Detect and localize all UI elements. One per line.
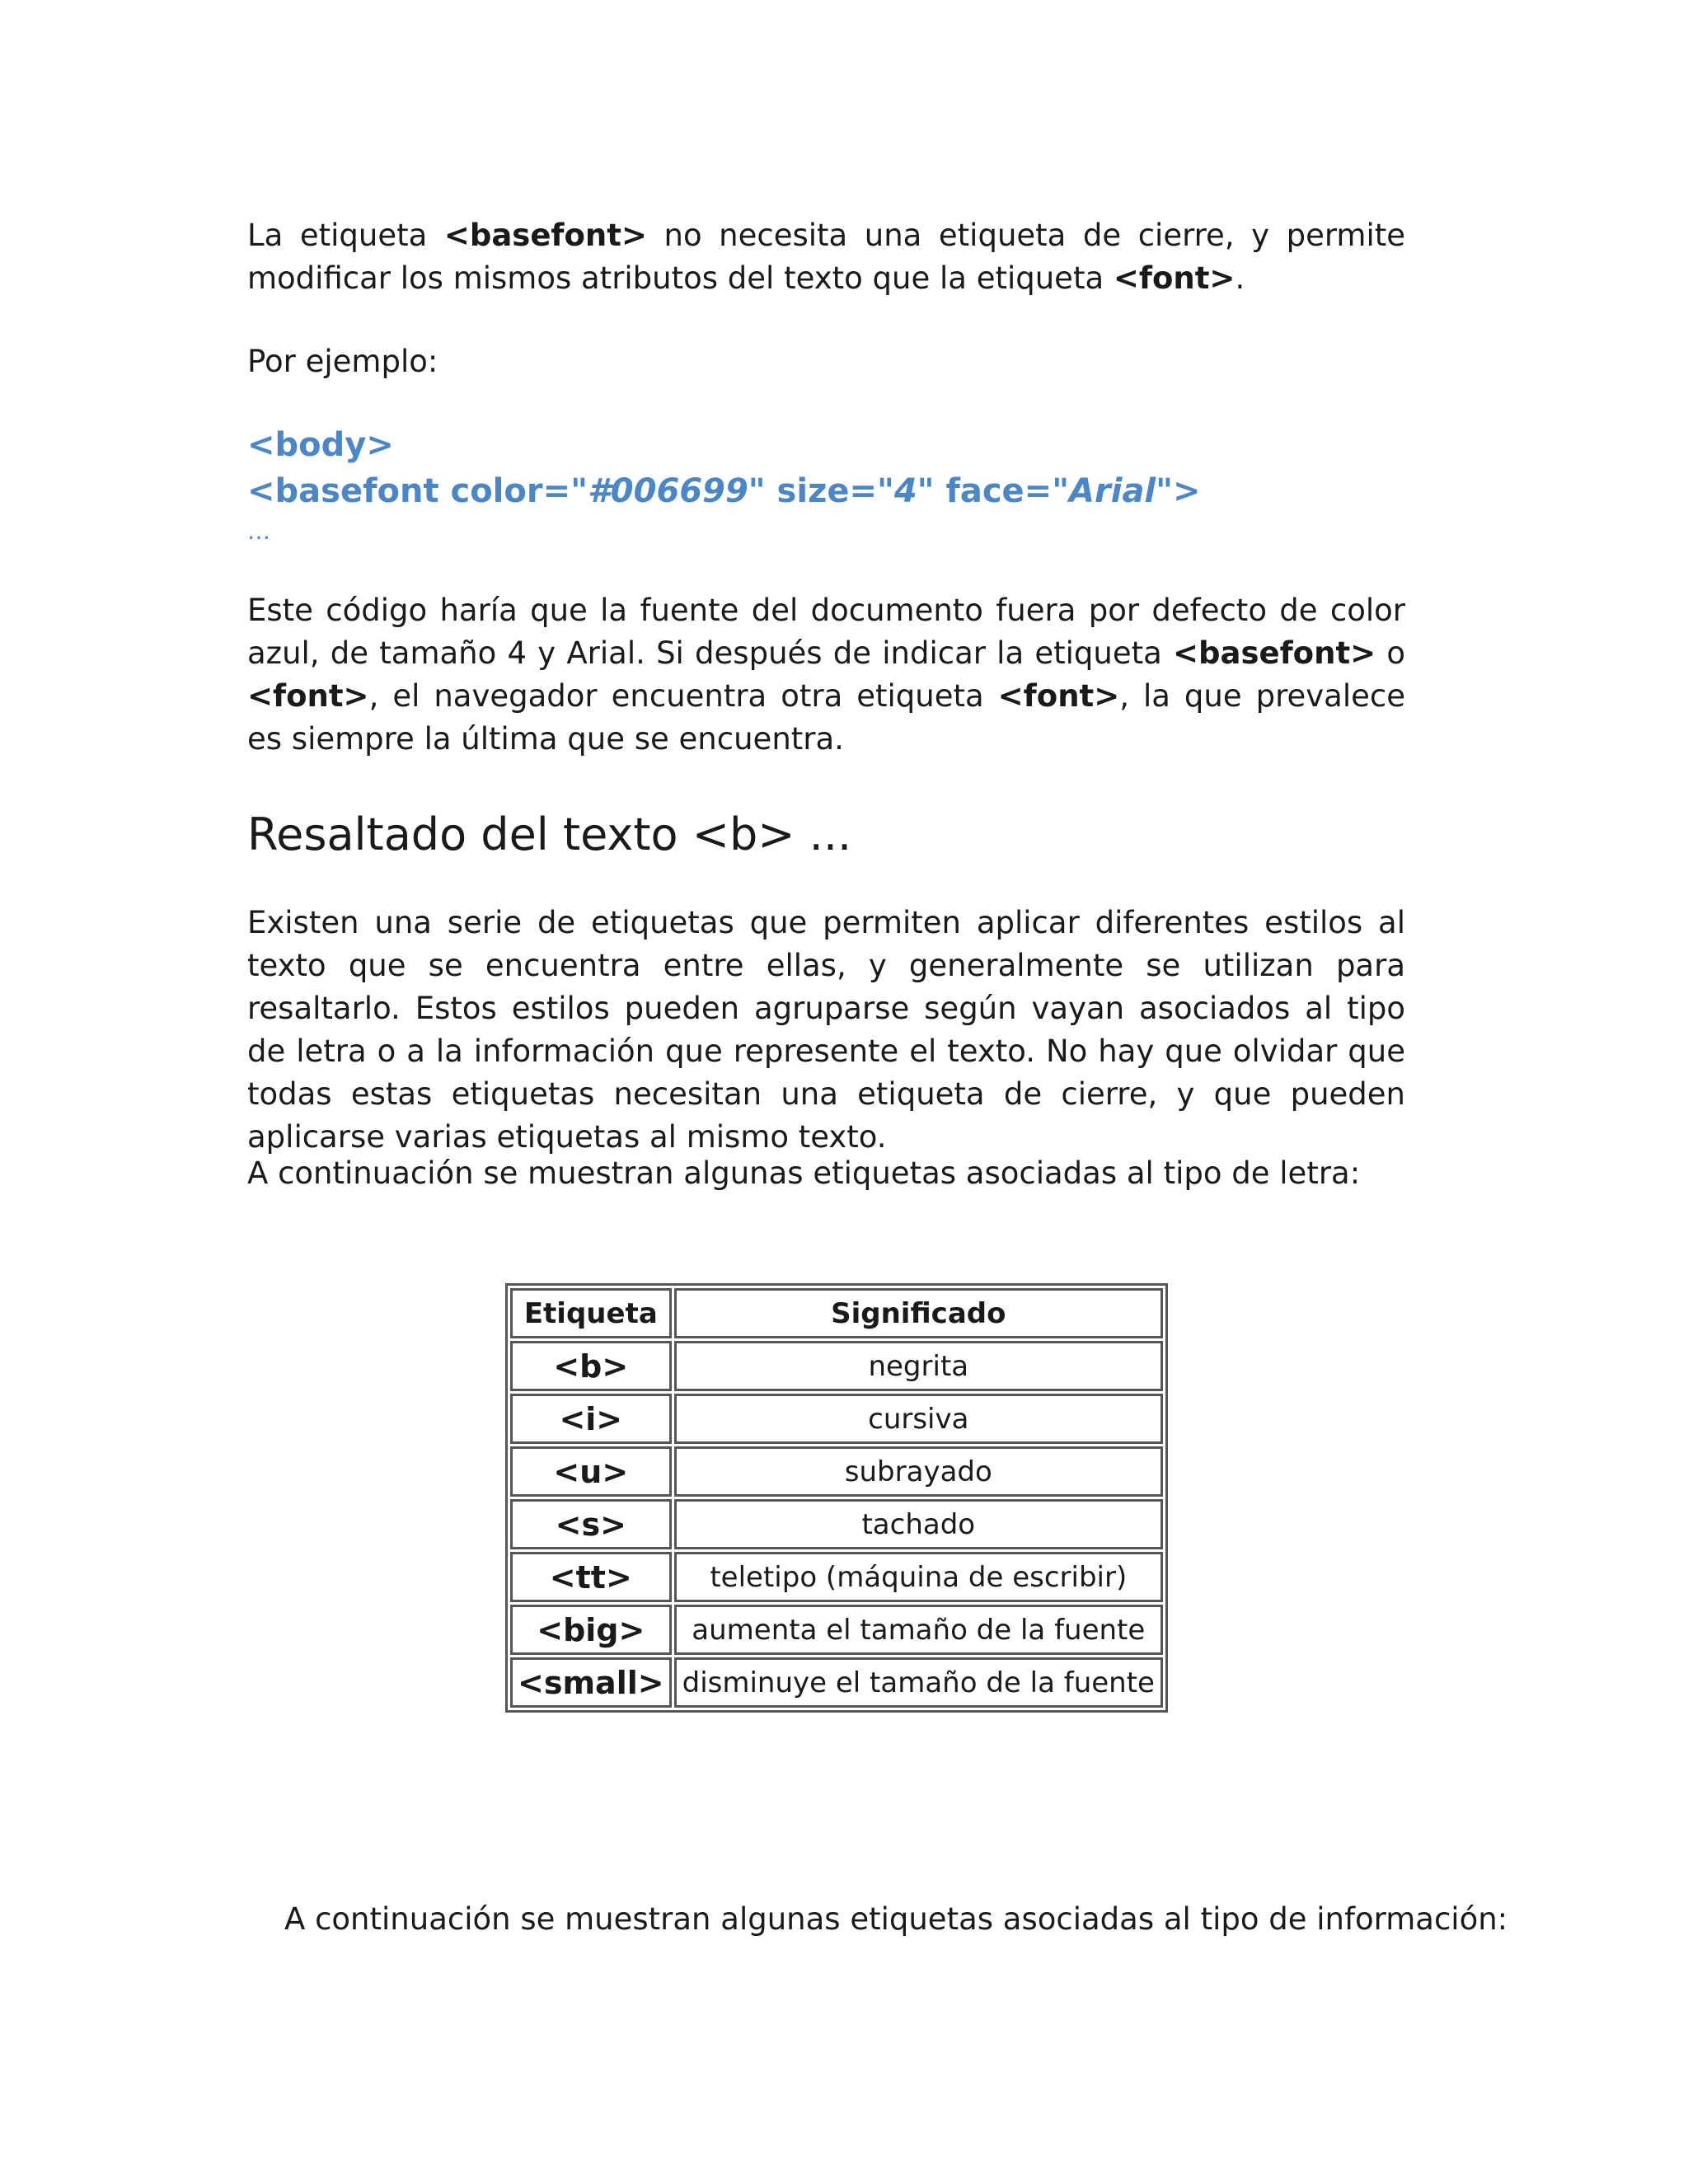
table-row	[510, 1605, 1163, 1655]
code-size-attr: size=	[765, 472, 877, 510]
table-cell-tag: <tt>	[510, 1552, 672, 1602]
table-cell-meaning: negrita	[674, 1341, 1163, 1391]
code-basefont-open: <basefont color=	[247, 472, 571, 510]
table-header-meaning: Significado	[674, 1288, 1163, 1338]
explanation-text-b: o	[1376, 635, 1405, 671]
explanation-basefont-tag: <basefont>	[1173, 635, 1376, 671]
code-size-value: "4"	[877, 472, 935, 510]
code-line-basefont	[247, 468, 1201, 514]
code-color-value: "#006699"	[570, 472, 766, 510]
table-cell-tag: <big>	[510, 1605, 672, 1655]
font-tags-table	[505, 1283, 1168, 1713]
table-row	[510, 1552, 1163, 1602]
table-cell-meaning: cursiva	[674, 1394, 1163, 1444]
table-cell-meaning: subrayado	[674, 1446, 1163, 1497]
code-ellipsis: …	[247, 518, 270, 545]
code-face-attr: face=	[934, 472, 1053, 510]
explanation-text-a: Este código haría que la fuente del documento fuera por defecto de color azul, de tamaño 4 y Arial. Si después de indicar la etiqueta	[247, 593, 1405, 671]
intro-text-b: no necesita una etiqueta de cierre, y permite modificar los mismos atributos del texto que la etiqueta	[247, 218, 1405, 296]
table-row	[510, 1341, 1163, 1391]
code-face-value: "Arial"	[1052, 472, 1173, 510]
explanation-font-tag-2: <font>	[997, 678, 1120, 714]
explanation-font-tag: <font>	[247, 678, 369, 714]
table-cell-tag: <u>	[510, 1446, 672, 1497]
table-cell-tag: <s>	[510, 1499, 672, 1549]
font-tags-intro: A continuación se muestran algunas etiquetas asociadas al tipo de letra:	[247, 1155, 1361, 1191]
example-label: Por ejemplo:	[247, 344, 438, 379]
intro-paragraph	[247, 214, 1405, 300]
section-heading: Resaltado del texto <b> ...	[247, 808, 852, 860]
info-tags-intro: A continuación se muestran algunas etiquetas asociadas al tipo de información:	[284, 1901, 1508, 1937]
intro-text-a: La etiqueta	[247, 218, 444, 253]
table-cell-tag: <b>	[510, 1341, 672, 1391]
table-cell-tag: <i>	[510, 1394, 672, 1444]
table-header-row	[510, 1288, 1163, 1338]
explanation-text-d: , la que prevalece es siempre la última que se encuentra.	[247, 678, 1405, 757]
section-body: Existen una serie de etiquetas que permiten aplicar diferentes estilos al texto que se encuentra entre ellas, y generalmente se utilizan para resaltarlo. Estos estilos pueden agruparse según vayan asociados al tipo de letra o a la información que represente el texto. No hay que olvidar que todas estas etiquetas necesitan una etiqueta de cierre, y que pueden aplicarse varias etiquetas al mismo texto.	[247, 905, 1405, 1155]
table-row	[510, 1446, 1163, 1497]
table-cell-meaning: disminuye el tamaño de la fuente	[674, 1657, 1163, 1708]
table-header-tag: Etiqueta	[510, 1288, 672, 1338]
font-tag: <font>	[1113, 260, 1236, 296]
code-close: >	[1172, 472, 1201, 510]
table-cell-meaning: aumenta el tamaño de la fuente	[674, 1605, 1163, 1655]
explanation-paragraph	[247, 589, 1405, 761]
table-row	[510, 1394, 1163, 1444]
basefont-tag: <basefont>	[443, 218, 647, 253]
table-cell-tag: <small>	[510, 1657, 672, 1708]
explanation-text-c: , el navegador encuentra otra etiqueta	[368, 678, 998, 714]
code-line-body: <body>	[247, 426, 394, 464]
table-row	[510, 1499, 1163, 1549]
table-row	[510, 1657, 1163, 1708]
table-cell-meaning: teletipo (máquina de escribir)	[674, 1552, 1163, 1602]
table-cell-meaning: tachado	[674, 1499, 1163, 1549]
intro-text-c: .	[1235, 260, 1245, 296]
